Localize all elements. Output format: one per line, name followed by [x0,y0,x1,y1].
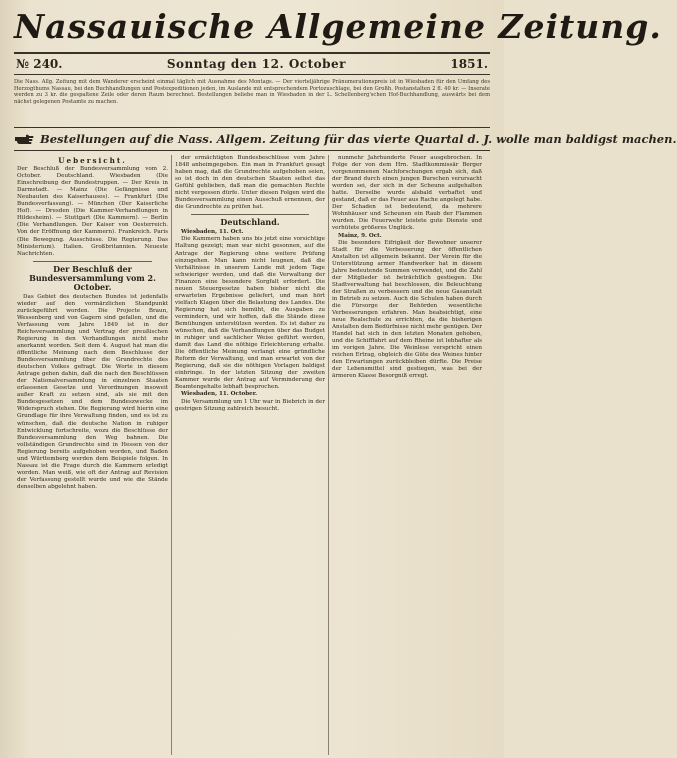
article-continuation: der ermächtigten Bundesbeschlüsse vom Jahre 1848 anheimgegeben. Ein man in Frankfurt gesagt haben mag, daß die Grundrechte aufgehoben seien, so ist doch in den deutschen Staaten selbst das Gefühl geblieben, daß man die gemachten Rechte nicht vergessen dürfe. Unter diesen Folgen wird die Bundesversammlung einen Ausschuß ernennen, der die Grundrechte zu prüfen hat. [175,155,325,211]
article-body: Das Gebiet des deutschen Bundes ist jedenfalls wieder auf den vormärzlichen Standpunkt zurückgeführt worden. Die Projecte Braun, Wessenberg und von Gagern sind gefallen, und die Verfassung vom Jahre 1849 ist in der Reichsversammlung und Vertrag der preußischen Regierung in den Verhandlungen nicht mehr anerkannt worden. Seit dem 4. August hat man die öffentliche Meinung nach dem Beschlusse der Bundesversammlung über die Grundrechte des deutschen Volkes gefragt. Die Worte in diesem Antrage gehen dahin, daß die nach den Beschlüssen der Nationalversammlung in einzelnen Staaten erlassenen Gesetze und Verordnungen insoweit außer Kraft zu setzen sind, als sie mit den Bundesgesetzen und dem Bundeszwecke im Widerspruch stehen. Die Regierung wird hierin eine Grundlage für ihre Verwaltung finden, und es ist zu wünschen, daß die deutsche Nation in ruhiger Entwicklung fortschreite, wozu die Beschlüsse der Bundesversammlung den Weg bahnen. Die vollständigen Grundrechte sind in Hessen von der Regierung bereits aufgehoben worden, und Baden und Württemberg werden dem Beispiele folgen. In Nassau ist die Frage durch die Kammern erledigt worden. Man weiß, wie oft der Antrag auf Revision der Verfassung gestellt wurde und wie die Stände denselben abgelehnt haben. [17,293,168,490]
overview-heading: Uebersicht. [58,156,127,165]
divider [33,261,152,262]
dateline-wiesbaden [175,229,325,236]
column-2 [171,155,328,755]
dateline-label-2: Wiesbaden, 11. October. [181,391,258,398]
news-body-mainz: Die besondere Eifrigkeit der Bewohner unserer Stadt für die Verbesserung der öffentlichen Anstalten ist allgemein bekannt. Der Verein für die Unterstützung armer Handwerker hat in diesem Jahre bedeutende Summen verwendet, und die Zahl der Mitglieder ist beträchtlich gestiegen. Die Stadtverwaltung hat beschlossen, die Beleuchtung der Straßen zu verbessern und die neue Gasanstalt in Betrieb zu setzen. Auch die Schulen haben durch die Fürsorge der Behörden wesentliche Verbesserungen erfahren. Man beabsichtigt, eine neue Realschule zu errichten, da die bisherigen Anstalten dem Bedürfnisse nicht mehr genügen. Der Handel hat sich in den letzten Monaten gehoben, und die Schifffahrt auf dem Rheine ist lebhafter als im vorigen Jahre. Die Weinlese verspricht einen reichen Ertrag, obgleich die Güte des Weines hinter den Erwartungen zurückbleiben dürfte. Die Preise der Lebensmittel sind gestiegen, was bei der ärmeren Klasse Besorgniß erregt. [332,239,482,380]
table-of-contents [17,166,168,258]
dateline-mainz [332,233,482,240]
issue-date: Sonntag den 12. October [166,57,347,71]
divider [191,214,309,215]
masthead-title: Nassauische Allgemeine Zeitung. [14,7,662,46]
news-body: Die Kammern haben uns bis jetzt eine vorsichtige Haltung gezeigt; man war nicht gesonnen, auf die Antrage der Regierung ohne weitere Prüfung einzugehen. Man kann nicht leugnen, daß die Verhältnisse in unserem Lande mit jedem Tage schwieriger werden, und daß die Verwaltung der Finanzen eine besondere Sorgfalt erfordert. Die neuen Steuergesetze haben bisher nicht die erwarteten Ergebnisse geliefert, und man hört vielfach Klagen über die Belastung des Landes. Die Regierung hat sich bemüht, die Ausgaben zu vermindern, und wir hoffen, daß die Stände diese Bemühungen unterstützen werden. Es ist daher zu wünschen, daß die Verhandlungen über das Budget in ruhiger und sachlicher Weise geführt werden, damit das Land die nöthige Erleichterung erhalte. Die öffentliche Meinung verlangt eine gründliche Reform der Verwaltung, und man erwartet von der Regierung, daß sie die nöthigen Vorlagen baldigst einbringe. In der letzten Sitzung der zweiten Kammer wurde der Antrag auf Verminderung der Beamtengehalte lebhaft besprochen. [175,236,325,391]
news-lead: nunmehr Jahrhunderte Feuer ausgebrochen. In Folge der von dem Hrn. Stadtkommissär Berger vorgenommenen Nachforschungen ergab sich, daß der Brand durch einen jungen Burschen verursacht worden sei, der sich in der Scheune aufgehalten hatte. Derselbe wurde alsbald verhaftet und gestand, daß er das Feuer aus Rache angelegt habe. Der Schaden ist bedeutend, da mehrere Wohnhäuser und Scheunen ein Raub der Flammen wurden. Die Feuerwehr leistete gute Dienste und verhütete größeres Unglück. [332,155,482,232]
issue-number: № 240. [16,57,63,71]
column-3 [328,155,485,755]
article-columns [14,155,490,755]
banner-text: Bestellungen auf die Nass. Allgem. Zeitung für das vierte Quartal d. J. wolle man baldigst machen. [40,132,677,146]
dateline-label-mainz: Mainz, 9. Oct. [338,232,382,239]
article-heading: Der Beschluß der Bundesversammlung vom 2. October. [29,263,156,292]
toc-text: Der Beschluß der Bundesversammlung vom 2. October. Deutschland. Wiesbaden (Die Einschreibung der Bundestruppen. — Der Kreis in Darmstadt. — Mainz (Die Gefängnisse und Neubauten des Kaiserhauses). — Frankfurt (Die Bundesverfassung). — München (Der Kaiserliche Hof). — Dresden (Die Kammer-Verhandlungen in Hildesheim). — Stuttgart (Die Kammern). — Berlin (Die Verhandlungen. Der Kaiser von Oesterreich. Von der Eröffnung der Kammern). Frankreich. Paris (Die Bewegung. Ausschüsse. Die Regierung. Das Ministerium). Italien. Großbritannien. Neueste Nachrichten. [17,166,168,257]
subscription-banner [14,127,677,151]
news-tail: Die Versammlung um 1 Uhr war in Biebrich in der gestrigen Sitzung zahlreich besucht. [175,398,325,412]
subscription-notice: Die Nass. Allg. Zeitung mit dem Wanderer erscheint einmal täglich mit Ausnahme des Montags. — Der vierteljährige Pränumerationspreis ist in Wiesbaden für den Umfang des Herzogthums Nassau, bei den Buchhandlungen und Postexpeditionen jeden, im Auslande mit entsprechendem Portozuschlage, bei den Großh. Postanstalten 2 fl. 40 kr. — Inserate werden zu 3 kr. die gespaltene Zeile oder deren Raum berechnet. Bestellungen beliebe man in Wiesbaden in der L. Schellenberg'schen Hof-Buchhandlung, auswärts bei dem nächst gelegenen Postamte zu machen. [14,79,490,105]
issue-bar [14,52,490,75]
pointing-hand-icon [14,133,34,145]
dateline-wiesbaden-2 [175,391,325,398]
issue-year: 1851. [450,57,488,71]
section-heading-deutschland: Deutschland. [220,217,280,228]
dateline-label: Wiesbaden, 11. Oct. [181,229,244,236]
column-1 [14,155,171,755]
